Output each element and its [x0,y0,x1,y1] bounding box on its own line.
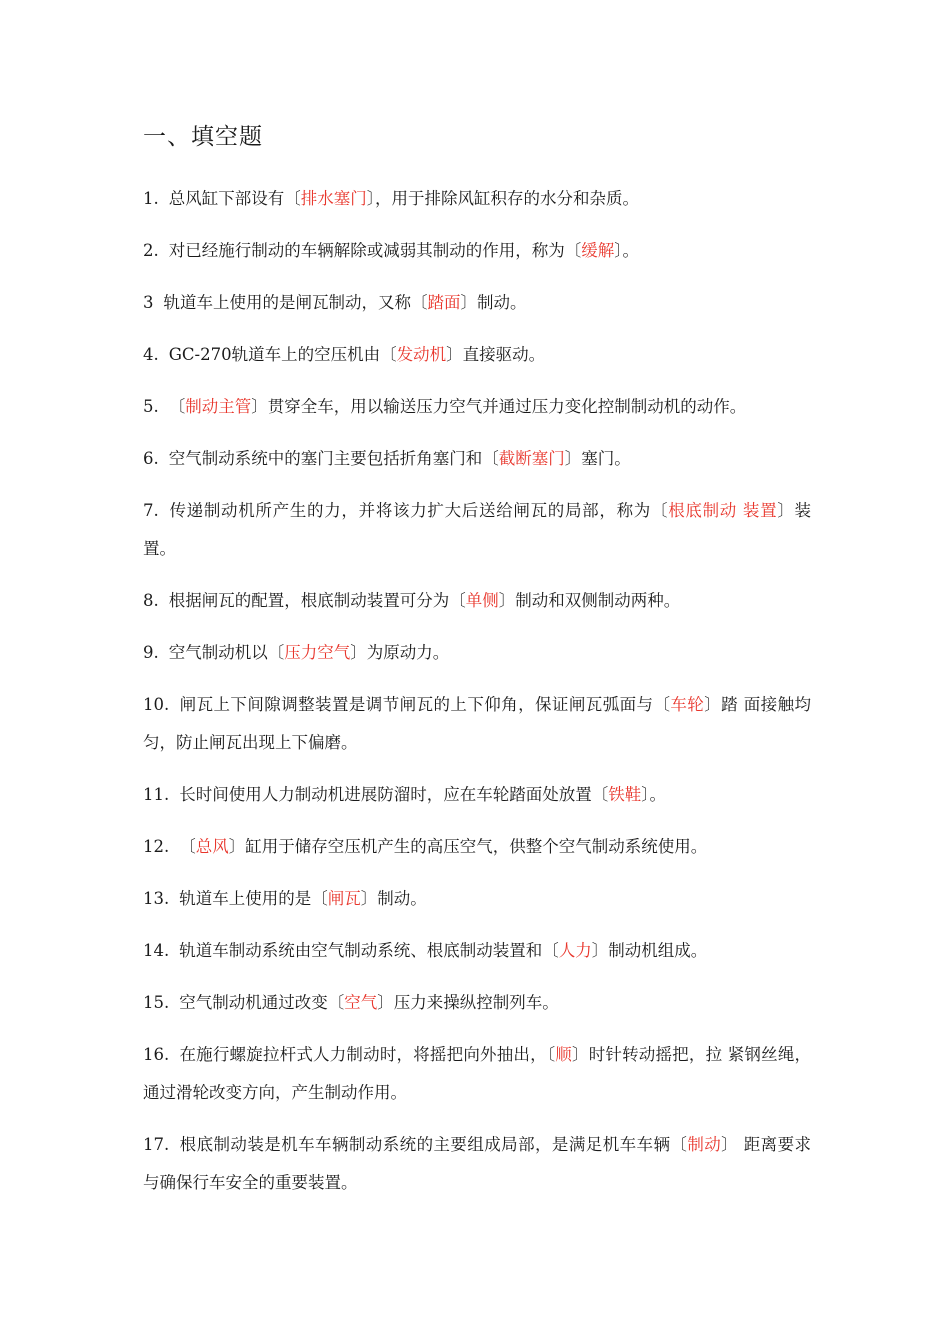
question-text-after: 塞门。 [581,449,631,468]
bracket-close: 〕 [614,241,623,260]
question-item [143,336,811,374]
bracket-open: 〔 [267,643,285,662]
bracket-open: 〔 [327,993,345,1012]
question-item [143,284,811,322]
answer-text: 车轮 [670,695,705,714]
bracket-open: 〔 [449,591,466,610]
question-item [143,984,811,1022]
question-text-after: 。 [649,785,666,804]
question-item [143,582,811,620]
question-number: 17. [143,1135,170,1154]
question-text-before: 长时间使用人力制动机进展防溜时，应在车轮踏面处放置 [179,785,592,804]
bracket-open: 〔 [380,345,397,364]
answer-text: 压力空气 [284,643,351,662]
bracket-close: 〕 [498,591,516,610]
question-number: 15. [143,993,170,1012]
question-text-before: 在施行螺旋拉杆式人力制动时，将摇把向外抽出， [179,1045,547,1064]
question-item [143,440,811,478]
question-text-after: 时针转动摇把，拉 紧钢丝绳，通过滑轮改变方向，产生制动作用。 [143,1045,812,1102]
answer-text: 单侧 [465,591,499,610]
question-number: 14. [143,941,170,960]
question-item [143,686,811,762]
answer-text: 空气 [344,993,378,1012]
question-text-after: 压力来操纵控制列车。 [393,993,559,1012]
question-item [143,634,811,672]
question-number: 11. [143,785,170,804]
question-item [143,1036,811,1112]
question-item [143,180,811,218]
question-text-after: ，用于排除风缸积存的水分和杂质。 [375,189,639,208]
question-text-before: 空气制动机通过改变 [179,993,328,1012]
question-number: 10. [143,695,170,714]
question-text-after: 直接驱动。 [462,345,546,364]
bracket-close: 〕 [360,889,378,908]
question-number: 7. [143,501,159,520]
answer-text: 顺 [555,1045,572,1064]
answer-text: 截断塞门 [498,449,565,468]
bracket-close: 〕 [571,1045,589,1064]
answer-text: 制动 [687,1135,722,1154]
bracket-close: 〕 [704,695,722,714]
bracket-open: 〔 [179,837,196,856]
question-text-after: 踏 面接触均匀，防止闸瓦出现上下偏磨。 [143,695,812,752]
answer-text: 人力 [558,941,592,960]
question-item [143,880,811,918]
answer-text: 制动主管 [185,397,252,416]
question-text-after: 距离要求与确保行车安全的重要装置。 [143,1135,812,1192]
question-text-after: 装置。 [143,501,812,558]
bracket-close: 〕 [564,449,582,468]
bracket-open: 〔 [650,501,669,520]
question-number: 6. [143,449,159,468]
question-text-before: 空气制动系统中的塞门主要包括折角塞门和 [168,449,483,468]
question-text-before: 空气制动机以 [168,643,268,662]
question-item [143,232,811,270]
question-text-after: 。 [622,241,639,260]
question-number: 2. [143,241,159,260]
bracket-close: 〕 [591,941,609,960]
question-text-before: 轨道车制动系统由空气制动系统、根底制动装置和 [179,941,543,960]
bracket-open: 〔 [591,785,609,804]
question-item [143,388,811,426]
bracket-close: 〕 [251,397,268,416]
question-number: 5. [143,397,159,416]
answer-text: 踏面 [427,293,461,312]
bracket-open: 〔 [653,695,671,714]
question-text-after: 制动和双侧制动两种。 [515,591,681,610]
question-text-after: 制动机组成。 [608,941,708,960]
answer-text: 总风 [195,837,229,856]
bracket-open: 〔 [670,1135,688,1154]
bracket-open: 〔 [284,189,301,208]
question-number: 16. [143,1045,170,1064]
bracket-close: 〕 [721,1135,739,1154]
bracket-close: 〕 [446,345,463,364]
question-item [143,828,811,866]
answer-text: 闸瓦 [327,889,361,908]
question-number: 1. [143,189,159,208]
bracket-close: 〕 [377,993,394,1012]
question-text-before: 根底制动装是机车车辆制动系统的主要组成局部，是满足机车车辆 [179,1135,671,1154]
question-text-before: 闸瓦上下间隙调整装置是调节闸瓦的上下仰角，保证闸瓦弧面与 [179,695,654,714]
question-item [143,776,811,814]
bracket-open: 〔 [546,1045,556,1064]
question-text-before: 对已经施行制动的车辆解除或减弱其制动的作用，称为 [168,241,565,260]
question-text-before: 轨道车上使用的是 [179,889,312,908]
question-text-before: 总风缸下部设有 [168,189,285,208]
question-number: 9. [143,643,159,662]
bracket-open: 〔 [482,449,499,468]
question-number: 4. [143,345,159,364]
question-text-before: GC-270轨道车上的空压机由 [168,345,381,364]
bracket-open: 〔 [564,241,582,260]
question-item [143,932,811,970]
answer-text: 排水塞门 [300,189,367,208]
question-text-before: 传递制动机所产生的力，并将该力扩大后送给闸瓦的局部，称为 [168,501,651,520]
question-item [143,1126,811,1202]
answer-text: 铁鞋 [608,785,642,804]
answer-text: 缓解 [581,241,615,260]
bracket-close: 〕 [641,785,650,804]
answer-text: 根底制动 装置 [668,501,778,520]
bracket-close: 〕 [460,293,477,312]
section-heading: 一、填空题 [143,124,263,150]
answer-text: 发动机 [396,345,447,364]
question-list [143,180,811,1216]
bracket-open: 〔 [168,397,186,416]
bracket-open: 〔 [411,293,428,312]
question-text-after: 贯穿全车，用以输送压力空气并通过压力变化控制制动机的动作。 [267,397,747,416]
bracket-close: 〕 [777,501,795,520]
question-text-after: 缸用于储存空压机产生的高压空气，供整个空气制动系统使用。 [245,837,708,856]
question-text-after: 制动。 [477,293,527,312]
question-item [143,492,811,568]
question-number: 12. [143,837,170,856]
question-text-after: 为原动力。 [366,643,450,662]
bracket-open: 〔 [311,889,328,908]
question-text-after: 制动。 [377,889,427,908]
bracket-close: 〕 [228,837,246,856]
question-number: 8. [143,591,159,610]
bracket-close: 〕 [366,189,375,208]
question-text-before: 轨道车上使用的是闸瓦制动，又称 [163,293,411,312]
question-text-before: 根据闸瓦的配置，根底制动装置可分为 [168,591,450,610]
question-number: 13. [143,889,170,908]
bracket-close: 〕 [350,643,367,662]
bracket-open: 〔 [542,941,559,960]
question-number: 3 [143,293,154,312]
